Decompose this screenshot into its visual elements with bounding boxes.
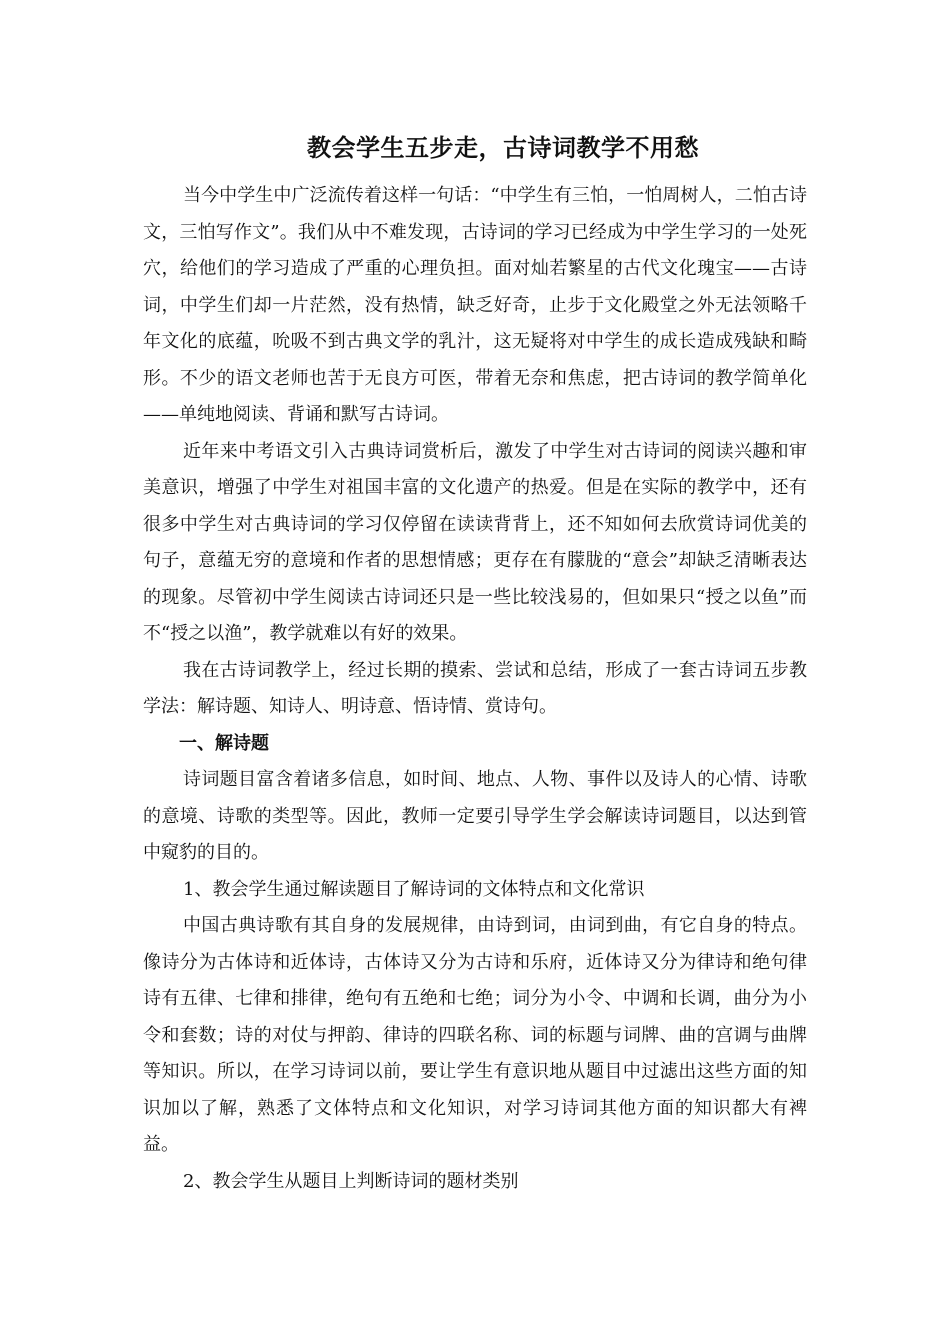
section-heading-jie-shi-ti: 一、解诗题 — [179, 732, 269, 754]
section-intro-paragraph: 诗词题目富含着诸多信息，如时间、地点、人物、事件以及诗人的心情、诗歌的意境、诗歌的类型等。因此，教师一定要引导学生学会解读诗词题目，以达到管中窥豹的目的。 — [143, 769, 807, 863]
method-paragraph: 我在古诗词教学上，经过长期的摸索、尝试和总结，形成了一套古诗词五步教学法：解诗题、知诗人、明诗意、悟诗情、赏诗句。 — [143, 659, 807, 717]
document-page — [143, 128, 807, 1200]
document-title: 教会学生五步走，古诗词教学不用愁 — [307, 133, 699, 162]
background-paragraph: 近年来中考语文引入古典诗词赏析后，激发了中学生对古诗词的阅读兴趣和审美意识，增强了中学生对祖国丰富的文化遗产的热爱。但是在实际的教学中，还有很多中学生对古典诗词的学习仅停留在读读背背上，还不知如何去欣赏诗词优美的句子，意蕴无穷的意境和作者的思想情感；更存在有朦胧的“意会”却缺乏清晰表达的现象。尽管初中学生阅读古诗词还只是一些比较浅易的，但如果只“授之以鱼”而不“授之以渔”，教学就难以有好的效果。 — [143, 440, 807, 644]
intro-paragraph: 当今中学生中广泛流传着这样一句话：“中学生有三怕，一怕周树人，二怕古诗文，三怕写作文”。我们从中不难发现，古诗词的学习已经成为中学生学习的一处死穴，给他们的学习造成了严重的心理负担。面对灿若繁星的古代文化瑰宝——古诗词，中学生们却一片茫然，没有热情，缺乏好奇，止步于文化殿堂之外无法领略千年文化的底蕴，吮吸不到古典文学的乳汁，这无疑将对中学生的成长造成残缺和畸形。不少的语文老师也苦于无良方可医，带着无奈和焦虑，把古诗词的教学简单化——单纯地阅读、背诵和默写古诗词。 — [143, 185, 807, 425]
subsection-heading-2: 2、教会学生从题目上判断诗词的题材类别 — [183, 1170, 519, 1192]
subsection-body-1: 中国古典诗歌有其自身的发展规律，由诗到词，由词到曲，有它自身的特点。像诗分为古体诗和近体诗，古体诗又分为古诗和乐府，近体诗又分为律诗和绝句律诗有五律、七律和排律，绝句有五绝和七绝；词分为小令、中调和长调，曲分为小令和套数；诗的对仗与押韵、律诗的四联名称、词的标题与词牌、曲的宫调与曲牌等知识。所以，在学习诗词以前，要让学生有意识地从题目中过滤出这些方面的知识加以了解，熟悉了文体特点和文化知识，对学习诗词其他方面的知识都大有裨益。 — [143, 915, 807, 1155]
subsection-heading-1: 1、教会学生通过解读题目了解诗词的文体特点和文化常识 — [183, 878, 645, 900]
